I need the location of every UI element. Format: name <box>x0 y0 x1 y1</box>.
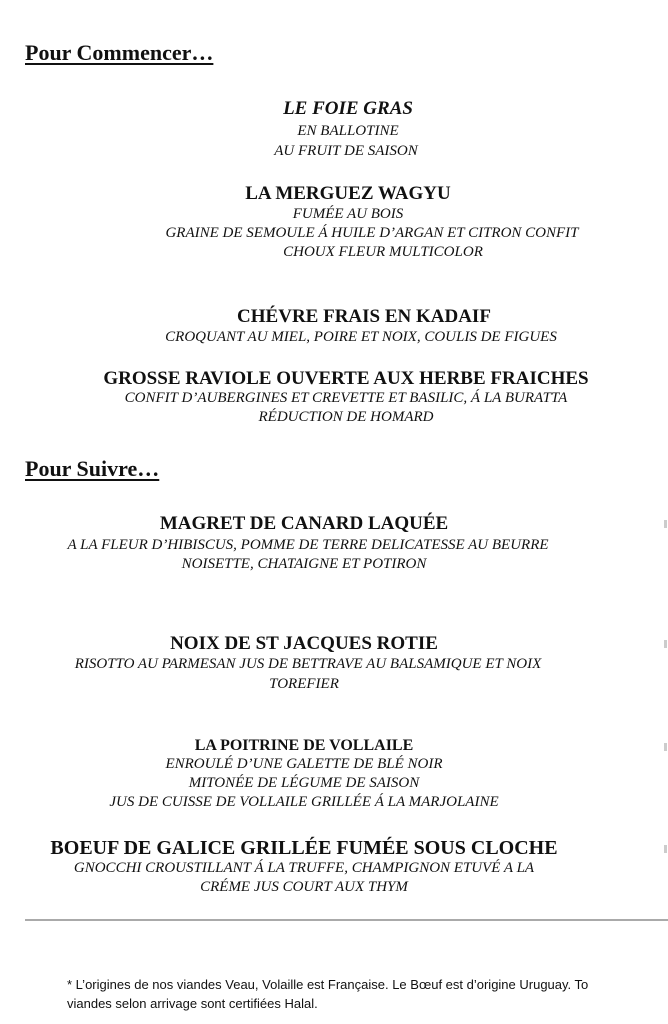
dish-description: CONFIT D’AUBERGINES ET CREVETTE ET BASILIC, Á LA BURATTA <box>124 390 568 406</box>
section-title-mains: Pour Suivre… <box>25 456 160 481</box>
dish-description: A LA FLEUR D’HIBISCUS, POMME DE TERRE DELICATESSE AU BEURRE <box>67 537 549 553</box>
dish-description: TOREFIER <box>269 676 339 692</box>
dish-name: LA MERGUEZ WAGYU <box>245 183 451 204</box>
cropped-price-mark <box>664 743 667 751</box>
dish-description: EN BALLOTINE <box>297 123 399 139</box>
dish-description: GNOCCHI CROUSTILLANT Á LA TRUFFE, CHAMPIGNON ETUVÉ A LA <box>73 860 535 876</box>
divider <box>25 919 668 921</box>
dish-description: CROQUANT AU MIEL, POIRE ET NOIX, COULIS DE FIGUES <box>165 329 557 345</box>
dish-description: AU FRUIT DE SAISON <box>274 143 418 159</box>
dish-name: MAGRET DE CANARD LAQUÉE <box>159 513 449 534</box>
dish-name: LE FOIE GRAS <box>283 98 413 119</box>
dish-description: ENROULÉ D’UNE GALETTE DE BLÉ NOIR <box>165 756 443 772</box>
dish-name: BOEUF DE GALICE GRILLÉE FUMÉE SOUS CLOCHE <box>50 837 558 859</box>
dish-description: NOISETTE, CHATAIGNE ET POTIRON <box>181 556 427 572</box>
dish-name: CHÉVRE FRAIS EN KADAIF <box>237 306 491 327</box>
footnote-line: viandes selon arrivage sont certifiées Halal. <box>67 996 318 1011</box>
cropped-price-mark <box>664 845 667 853</box>
dish-description: RISOTTO AU PARMESAN JUS DE BETTRAVE AU BALSAMIQUE ET NOIX <box>74 656 542 672</box>
dish-description: FUMÉE AU BOIS <box>292 206 404 222</box>
dish-name: GROSSE RAVIOLE OUVERTE AUX HERBE FRAICHES <box>103 368 589 389</box>
footnote-line: * L’origines de nos viandes Veau, Volaille est Française. Le Bœuf est d’origine Uruguay. To <box>67 977 589 992</box>
dish-name: LA POITRINE DE VOLLAILE <box>194 737 414 754</box>
cropped-price-mark <box>664 640 667 648</box>
dish-description: GRAINE DE SEMOULE Á HUILE D’ARGAN ET CITRON CONFIT <box>165 225 579 241</box>
section-title-starters: Pour Commencer… <box>25 40 214 65</box>
dish-description: RÉDUCTION DE HOMARD <box>258 409 434 425</box>
dish-name: NOIX DE ST JACQUES ROTIE <box>170 633 438 654</box>
dish-description: MITONÉE DE LÉGUME DE SAISON <box>188 775 420 791</box>
dish-description: JUS DE CUISSE DE VOLLAILE GRILLÉE Á LA MARJOLAINE <box>109 794 499 810</box>
dish-description: CRÉME JUS COURT AUX THYM <box>200 879 408 895</box>
cropped-price-mark <box>664 520 667 528</box>
dish-description: CHOUX FLEUR MULTICOLOR <box>283 244 483 260</box>
